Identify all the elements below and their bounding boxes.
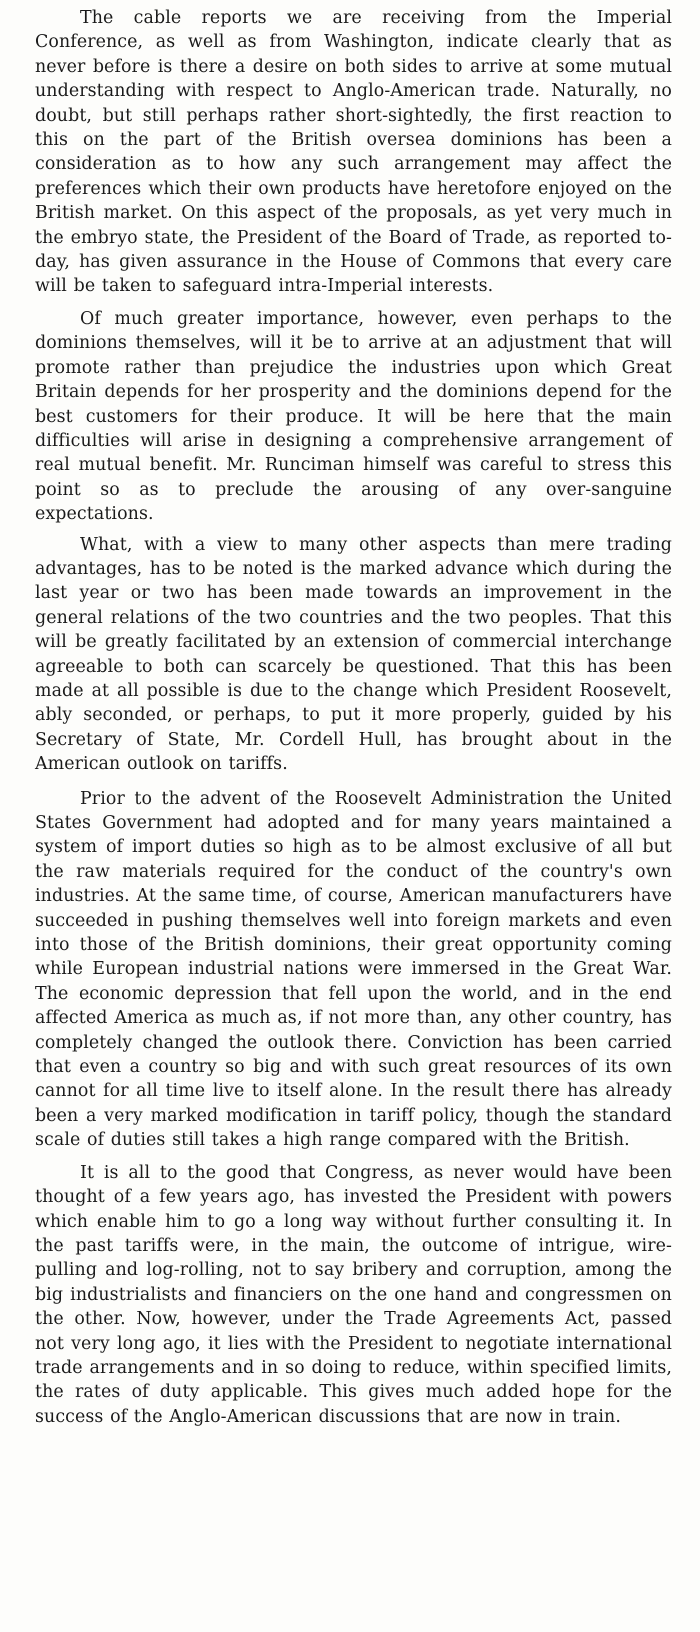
- article-paragraph-1: The cable reports we are receiving from the Imperial Conference, as well as from Washington, indicate clearly that as never before is there a desire on both sides to arrive at some mutual understanding with respect to Anglo-American trade. Naturally, no doubt, but still perhaps rather short-sightedly, the first reaction to this on the part of the British oversea dominions has been a consideration as to how any such arrangement may affect the preferences which their own products have heretofore enjoyed on the British market. On this aspect of the proposals, as yet very much in the embryo state, the President of the Board of Trade, as reported to-day, has given assurance in the House of Commons that every care will be taken to safeguard intra-Imperial interests.: [35, 8, 672, 297]
- article-paragraph-3: What, with a view to many other aspects than mere trading advantages, has to be noted is the marked advance which during the last year or two has been made towards an improvement in the general relations of the two countries and the two peoples. That this will be greatly facilitated by an extension of commercial interchange agreeable to both can scarcely be questioned. That this has been made at all possible is due to the change which President Roosevelt, ably seconded, or perhaps, to put it more properly, guided by his Secretary of State, Mr. Cordell Hull, has brought about in the American outlook on tariffs.: [35, 534, 672, 775]
- article-column: [35, 6, 672, 1429]
- article-paragraph-4: Prior to the advent of the Roosevelt Administration the United States Government had adopted and for many years maintained a system of import duties so high as to be almost exclusive of all but the raw materials required for the conduct of the country's own industries. At the same time, of course, American manufacturers have succeeded in pushing themselves well into foreign markets and even into those of the British dominions, their great opportunity coming while European industrial nations were immersed in the Great War. The economic depression that fell upon the world, and in the end affected America as much as, if not more than, any other country, has completely changed the outlook there. Conviction has been carried that even a country so big and with such great resources of its own cannot for all time live to itself alone. In the result there has already been a very marked modification in tariff policy, though the standard scale of duties still takes a high range compared with the British.: [35, 788, 672, 1151]
- article-paragraph-5: It is all to the good that Congress, as never would have been thought of a few years ago, has invested the President with powers which enable him to go a long way without further consulting it. In the past tariffs were, in the main, the outcome of intrigue, wire-pulling and log-rolling, not to say bribery and corruption, among the big industrialists and financiers on the one hand and congressmen on the other. Now, however, under the Trade Agreements Act, passed not very long ago, it lies with the President to negotiate international trade arrangements and in so doing to reduce, within specified limits, the rates of duty applicable. This gives much added hope for the success of the Anglo-American discussions that are now in train.: [35, 1162, 672, 1427]
- article-paragraph-2: Of much greater importance, however, even perhaps to the dominions themselves, will it be to arrive at an adjustment that will promote rather than prejudice the industries upon which Great Britain depends for her prosperity and the dominions depend for the best customers for their produce. It will be here that the main difficulties will arise in designing a comprehensive arrangement of real mutual benefit. Mr. Runciman himself was careful to stress this point so as to preclude the arousing of any over-sanguine expectations.: [35, 308, 672, 525]
